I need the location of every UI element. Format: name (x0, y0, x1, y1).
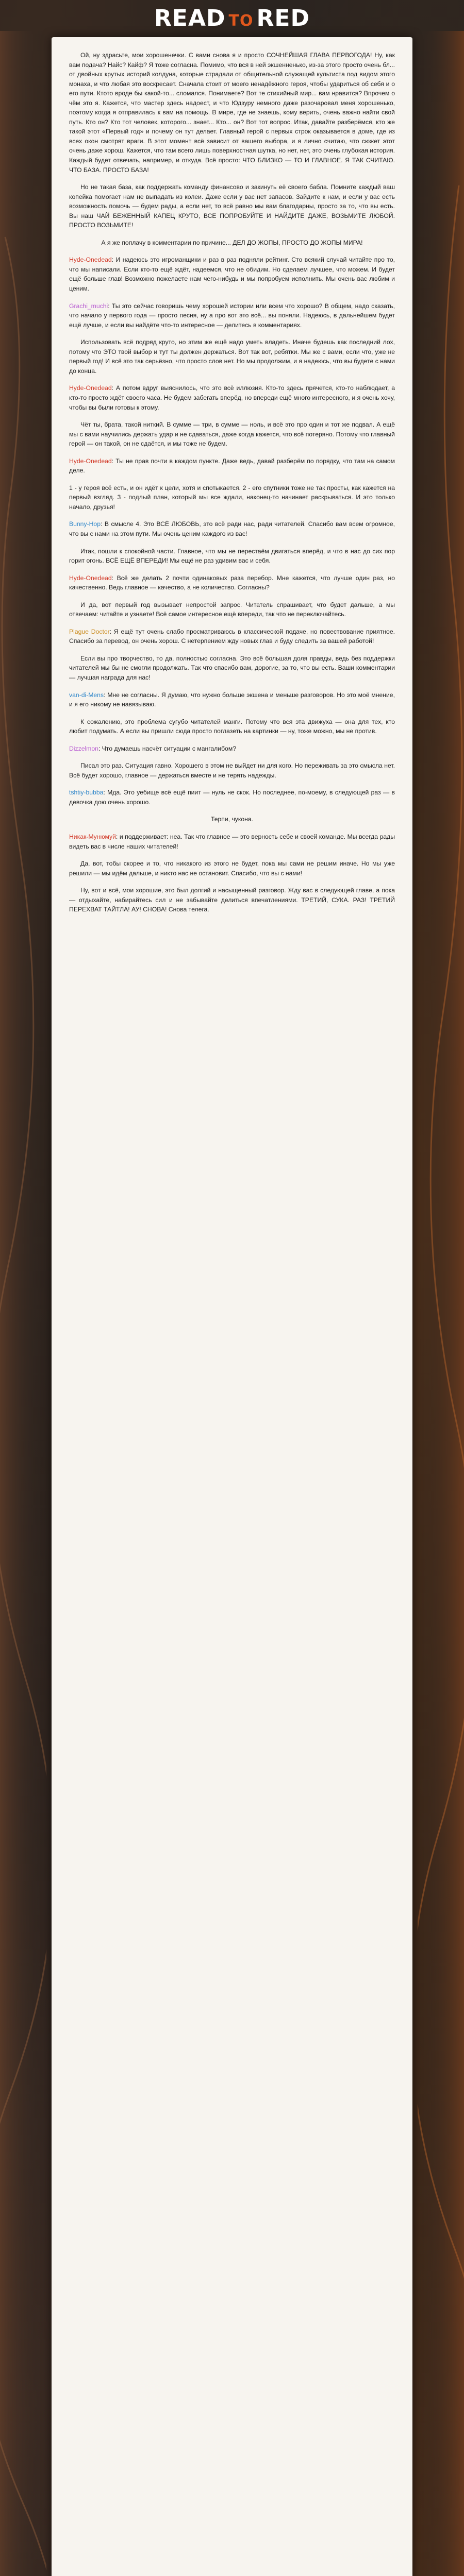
comment-9: Dizzelmon: Что думаешь насчёт ситуации с мангалибом? (69, 744, 236, 752)
comment-5: Bunny-Hop: В смысле 4. Это ВСЁ ЛЮБОВЬ, это всё ради нас, ради читателей. Спасибо вам всем огромное, что вы с нами на этом пути. Мы очень ценим каждого из вас! (69, 520, 395, 537)
list-block: 1 - у героя всё есть, и он идёт к цели, хотя и спотыкается. 2 - его спутники тоже не так просты, как кажется на первый взгляд. 3 - подлый план, который мы все ждали, наконец-то начинает раскрываться. И это только начало, друзья! (69, 484, 395, 511)
comment-3-nick: Hyde-Onedead (69, 384, 112, 392)
comment-10-text: Мда. Это уебище всё ещё пиит — нуль не скок. Но последнее, по-моему, в следующей раз — в девочка дою очень хорошо. (69, 789, 395, 806)
comment-1-nick: Hyde-Onedead (69, 256, 112, 264)
comment-1: Hyde-Onedead: И надеюсь это игроманщики и раз в раз подняли рейтинг. Сто всякий случай читайте про то, что мы написали. Если кто-то ещё ждёт, надеемся, что не обидим. Но сделаем лучшее, что можем. И будет ещё больше глав! Возможно пожелаете нам чего-нибудь и мы попробуем исполнить. Мы очень вас любим и ценим. (69, 256, 395, 293)
comment-10-nick: tshtiy-bubba (69, 789, 104, 796)
logo-red: RED (256, 5, 310, 31)
comment-7-text: Я ещё тут очень слабо просматриваюсь в классической подаче, но повествование приятное. Спасибо за перевод, он очень хорош. С нетерпением жду новых глав и буду следить за вашей работой! (69, 628, 395, 645)
paragraph-4: Использовать всё подряд круто, но этим же ещё надо уметь владеть. Иначе будешь как последний лох, потому что ЭТО твой выбор и тут ты должен держаться. Вот так вот, ребятки. Мы же с вами, если что, уже не первый год! И всё это так серьёзно, что просто слов нет. Но мы продолжим, и я надеюсь, что вы будете с нами до конца. (69, 338, 395, 375)
comment-3: Hyde-Onedead: А потом вдруг выяснилось, что это всё иллюзия. Кто-то здесь прячется, кто-то наблюдает, а кто-то просто ждёт своего часа. Не будем забегать вперёд, но впереди ещё много интересного, и я очень хочу, чтобы вы были готовы к этому. (69, 384, 395, 411)
comment-9-nick: Dizzelmon (69, 744, 98, 752)
comment-7-nick: Plague Doctor (69, 628, 110, 635)
comment-2-nick: Grachi_muchi (69, 302, 108, 310)
paragraph-3-text: А я же поплачу в комментарии по причине... ДЕЛ ДО ЖОПЫ, ПРОСТО ДО ЖОПЫ МИРА! (101, 239, 363, 246)
comment-7: Plague Doctor: Я ещё тут очень слабо просматриваюсь в классической подаче, но повествование приятное. Спасибо за перевод, он очень хорош. С нетерпением жду новых глав и буду следить за вашей работой! (69, 628, 395, 645)
paragraph-1: Ой, ну здрасьте, мои хорошенечки. С вами снова я и просто СОЧНЕЙШАЯ ГЛАВА ПЕРВОГОДА! Ну, как вам подача? Найс? Кайф? Я тоже согласна. Помимо, что вся в ней экшенненько, из-за этого просто очень бл... от двойных крутых историй колдуна, которые страдали от общительной служащей культиста под видом этого монаха, и что любая это воскресает. Сначала стоит от моего ненадёжного героя, чтобы удариться об себя и о его пути. Ктото вроде бы какой-то... сломался. Понимаете? Вот те стихийный мир... вам нравится? Впрочем о чём это я. Кажется, что мастер здесь надоест, и что Юдзуру немного даже разочаровал меня хорошенько, поэтому когда я отправилась к вам на помощь. В мире, где не знаешь, кому верить, очень важно найти свой путь. Кто он? Кто тот человек, которого... знает... Кто... он? Вот тот вопрос. Итак, давайте разберёмся, кто же такой этот «Первый год» и почему он тут делает. Главный герой с первых строк оказывается в доме, где из всех окон смотрят враги. В этот момент всё зависит от вашего выбора, и я лично считаю, что сюжет этот очень даже хорош. Кажется, что там всего лишь поверхностная шутка, но нет, нет, это очень глубокая история. Каждый будет отвечать, например, и откуда. Всё просто: ЧТО БЛИЗКО — ТО И ГЛАВНОЕ. Я ТАК СЧИТАЮ. ЧТО БАЗА. ПРОСТО БАЗА! (69, 52, 395, 174)
comment-5-nick: Bunny-Hop (69, 520, 101, 528)
paragraph-2: Но не такая база, как поддержать команду финансово и закинуть её своего бабла. Помните каждый ваш копейка помогает нам не выпадать из колеи. Даже если у вас нет запасов. Зайдите к нам, и если у вас есть возможность помочь — будем рады, а если нет, то всё равно мы вам благодарны, просто за то, что вы есть. Вы наш ЧАЙ БЕЖЕННЫЙ КАПЕЦ КРУТО, ВСЕ ПОПРОБУЙТЕ И НАЙДИТЕ ДАЖЕ, ВОЗЬМИТЕ ЛЮБОЙ. ПРОСТО ВОЗЬМИТЕ! (69, 183, 395, 229)
comment-4-text: Ты не прав почти в каждом пункте. Даже ведь, давай разберём по порядку, что там на самом деле. (69, 457, 395, 474)
comment-11: Никак-Мунюмуй: и поддерживает: неа. Так что главное — это верность себе и своей команде. Мы всегда рады видеть вас в числе наших читателей! (69, 833, 395, 850)
comment-8-text: Мне не согласны. Я думаю, что нужно больше экшена и меньше разговоров. Но это моё мнение, и я его никому не навязываю. (69, 691, 395, 708)
paragraph-3 (69, 238, 395, 248)
header (0, 0, 464, 36)
comment-2: Grachi_muchi: Ты это сейчас говоришь чему хорошей истории или всем что хорошо? В общем, надо сказать, что начало у первого года — просто песня, ну а про вот это всё... вы поняли. Надеюсь, в дальнейшем будет ещё лучше, и если вы найдёте что-то интересное — делитесь в комментариях. (69, 302, 395, 329)
comment-10: tshtiy-bubba: Мда. Это уебище всё ещё пиит — нуль не скок. Но последнее, по-моему, в следующей раз — в девочка дою очень хорошо. (69, 789, 395, 806)
comment-2-text: Ты это сейчас говоришь чему хорошей истории или всем что хорошо? В общем, надо сказать, что начало у первого года — просто песня, ну а про вот это всё... вы поняли. Надеюсь, в дальнейшем будет ещё лучше, и если вы найдёте что-то интересное — делитесь в комментариях. (69, 302, 395, 329)
paragraph-11: Да, вот, тобы скорее и то, что никакого из этого не будет, пока мы сами не решим иначе. Но мы уже решили — мы идём дальше, и никто нас не остановит. Спасибо, что вы с нами! (69, 860, 395, 877)
comment-9-text: Что думаешь насчёт ситуации с мангалибом? (102, 744, 236, 752)
right-decoration (418, 31, 464, 2576)
comment-8: van-di-Mens: Мне не согласны. Я думаю, что нужно больше экшена и меньше разговоров. Но это моё мнение, и я его никому не навязываю. (69, 691, 395, 708)
comment-6-nick: Hyde-Onedead (69, 574, 112, 582)
comment-5-text: В смысле 4. Это ВСЁ ЛЮБОВЬ, это всё ради нас, ради читателей. Спасибо вам всем огромное, что вы с нами на этом пути. Мы очень ценим каждого из вас! (69, 520, 395, 537)
comment-11-text: и поддерживает: неа. Так что главное — это верность себе и своей команде. Мы всегда рады видеть вас в числе наших читателей! (69, 833, 395, 850)
article-panel (52, 37, 412, 2576)
paragraph-10: Писал это раз. Ситуация гавно. Хорошего в этом не выйдет ни для кого. Но переживать за это смысла нет. Всё будет хорошо, главное — держаться вместе и не терять надежды. (69, 762, 395, 779)
paragraph-5: Чёт ты, брата, такой ниткий. В сумме — три, в сумме — ноль, и всё это про один и тот же подвал. А ещё мы с вами научились держать удар и не сдаваться, даже когда кажется, что всё потеряно. Потому что главный герой — он такой, он не сдаётся, и мы тоже не будем. (69, 421, 395, 448)
comment-1-text: И надеюсь это игроманщики и раз в раз подняли рейтинг. Сто всякий случай читайте про то, что мы написали. Если кто-то ещё ждёт, надеемся, что не обидим. Но сделаем лучшее, что можем. И будет ещё больше глав! Возможно пожелаете нам чего-нибудь и мы попробуем исполнить. Мы очень вас любим и ценим. (69, 256, 395, 293)
comment-4-nick: Hyde-Onedead (69, 457, 112, 465)
short-reply: Терпи, чукона. (210, 816, 254, 823)
paragraph-7: И да, вот первый год вызывает непростой запрос. Читатель спрашивает, что будет дальше, а мы отвечаем: читайте и узнаете! Всё самое интересное ещё впереди, так что не переключайтесь. (69, 601, 395, 618)
paragraph-8: Если вы про творчество, то да, полностью согласна. Это всё большая доля правды, ведь без поддержки читателей мы бы не смогли продолжать. Так что спасибо вам, дорогие, за то, что вы есть. Ваши комментарии — лучшая награда для нас! (69, 654, 395, 681)
logo-read: READ (154, 5, 226, 31)
comment-3-text: А потом вдруг выяснилось, что это всё иллюзия. Кто-то здесь прячется, кто-то наблюдает, а кто-то просто ждёт своего часа. Не будем забегать вперёд, но впереди ещё много интересного, и я очень хочу, чтобы вы были готовы к этому. (69, 384, 395, 411)
paragraph-9: К сожалению, это проблема сугубо читателей манги. Потому что вся эта движуха — она для тех, кто любит подумать. А если вы пришли сюда просто поглазеть на картинки — ну, тоже можно, мы не против. (69, 718, 395, 735)
logo (154, 5, 310, 31)
comment-6: Hyde-Onedead: Всё же делать 2 почти одинаковых раза перебор. Мне кажется, что лучше один раз, но качественно. Ведь главное — качество, а не количество. Согласны? (69, 574, 395, 591)
paragraph-12: Ну, вот и всё, мои хорошие, это был долгий и насыщенный разговор. Жду вас в следующей главе, а пока — отдыхайте, набирайтесь сил и не забывайте делиться впечатлениями. ТРЕТИЙ, СУКА. РАЗ! ТРЕТИЙ ПЕРЕХВАТ ТАЙТЛА! АУ! СНОВА! Снова телега. (69, 887, 395, 913)
comment-8-nick: van-di-Mens (69, 691, 104, 699)
comment-4: Hyde-Onedead: Ты не прав почти в каждом пункте. Даже ведь, давай разберём по порядку, что там на самом деле. (69, 457, 395, 474)
logo-to: TO (228, 11, 254, 30)
left-decoration (0, 31, 46, 2576)
comment-11-nick: Никак-Мунюмуй (69, 833, 116, 840)
paragraph-6: Итак, пошли к спокойной части. Главное, что мы не перестаём двигаться вперёд, и что в нас до сих пор горит огонь. ВСЁ ЕЩЁ ВПЕРЕДИ! Мы ещё не раз удивим вас и себя. (69, 547, 395, 565)
comment-6-text: Всё же делать 2 почти одинаковых раза перебор. Мне кажется, что лучше один раз, но качественно. Ведь главное — качество, а не количество. Согласны? (69, 574, 395, 591)
